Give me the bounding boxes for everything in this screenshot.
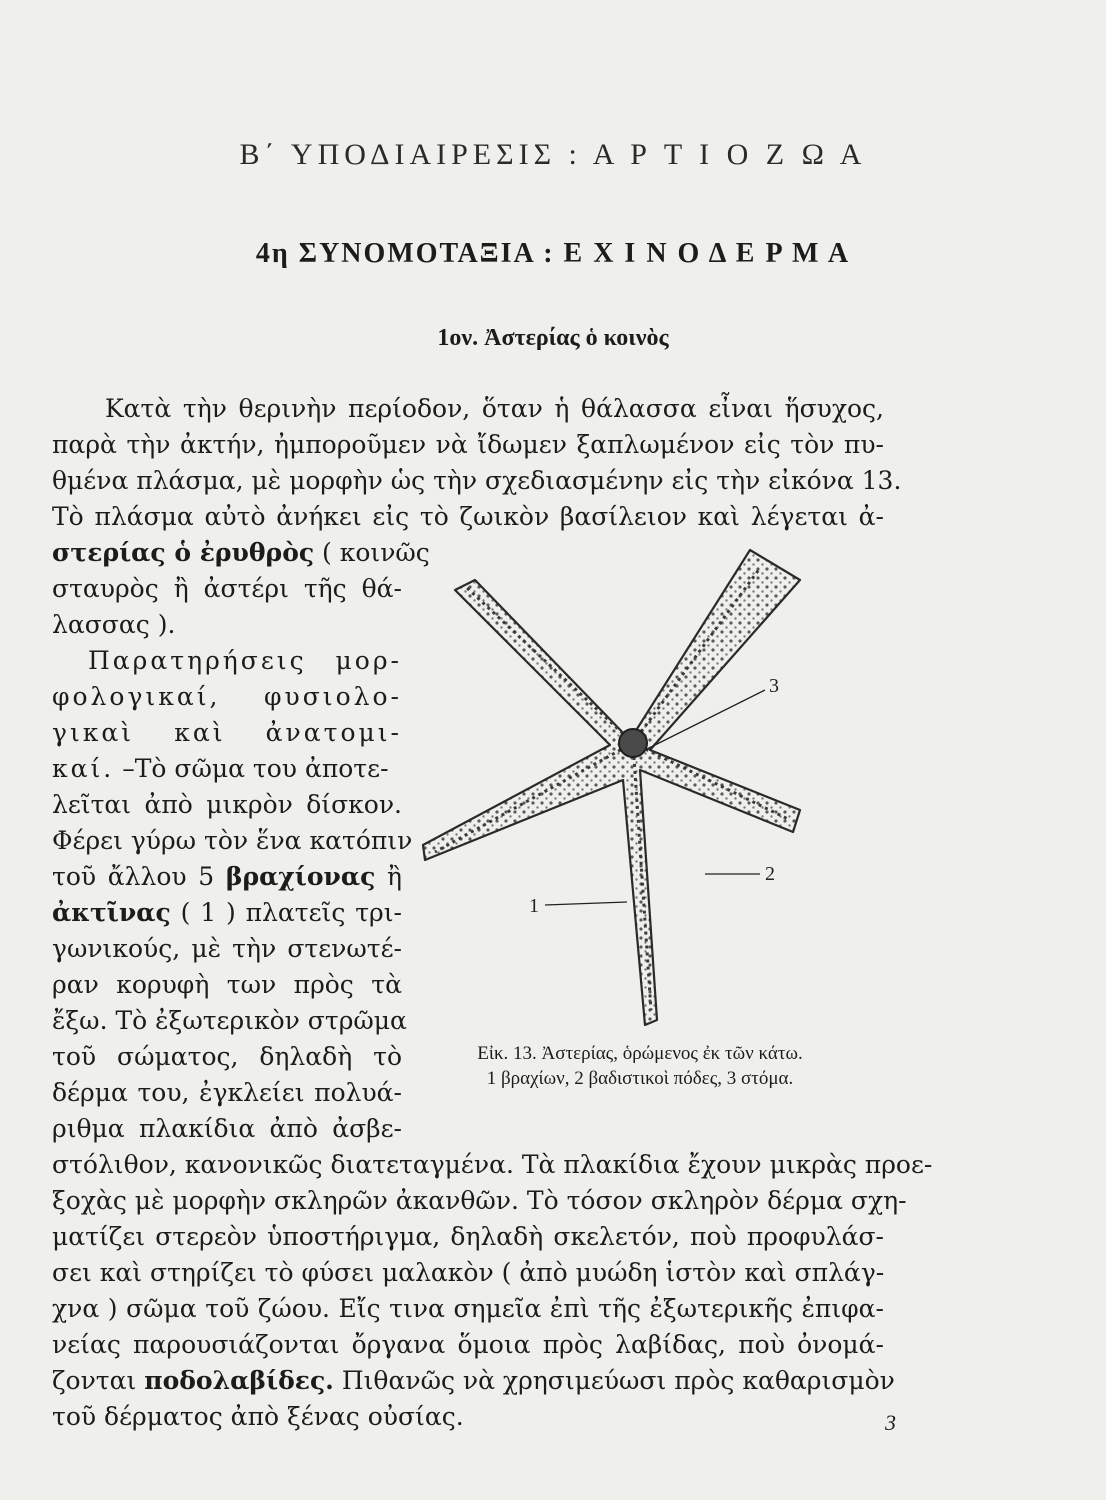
text-span: τοῦ ἄλλου 5 xyxy=(52,862,215,891)
text-line: Κατὰ τὴν θερινὴν περίοδον, ὅταν ἡ θάλασσα εἶναι ἥσυχος, xyxy=(105,394,884,423)
text-line: ματίζει στερεὸν ὑποστήριγμα, δηλαδὴ σκελετόν, ποὺ προφυλάσ- xyxy=(52,1222,884,1251)
text-line: χνα ) σῶμα τοῦ ζώου. Εἴς τινα σημεῖα ἐπὶ τῆς ἐξωτερικῆς ἐπιφα- xyxy=(52,1294,884,1323)
text-line xyxy=(52,895,402,931)
text-line: δέρμα του, ἐγκλείει πολυά- xyxy=(52,1078,402,1107)
text-line: σταυρὸς ἢ ἀστέρι τῆς θά- xyxy=(52,574,402,603)
subheading-end: καί. xyxy=(52,754,115,783)
page-number: 3 xyxy=(885,1410,896,1435)
starfish-illustration xyxy=(405,540,875,1040)
subheading-line: γικαὶ καὶ ἀνατομι- xyxy=(52,718,402,747)
text-line: τοῦ δέρματος ἀπὸ ξένας οὐσίας. xyxy=(52,1402,464,1431)
text-line: τοῦ σώματος, δηλαδὴ τὸ xyxy=(52,1042,402,1071)
text-line: Φέρει γύρω τὸν ἕνα κατόπιν xyxy=(52,826,413,855)
text-line: στόλιθον, κανονικῶς διατεταγμένα. Τὰ πλακίδια ἔχουν μικρὰς προε- xyxy=(52,1150,933,1179)
text-line: λεῖται ἀπὸ μικρὸν δίσκον. xyxy=(52,790,402,819)
text-line: γωνικούς, μὲ τὴν στενωτέ- xyxy=(52,934,402,963)
bold-term: ποδολαβίδες. xyxy=(144,1366,334,1395)
text-span: ( κοινῶς xyxy=(322,538,430,567)
figure-caption-legend: 1 βραχίων, 2 βαδιστικοὶ πόδες, 3 στόμα. xyxy=(486,1068,794,1089)
bold-term: ἀκτῖνας xyxy=(52,898,171,927)
subheading-line: φολογικαί, φυσιολο- xyxy=(52,682,402,711)
phylum-heading: 4η ΣΥΝΟΜΟΤΑΞΙΑ : Ε Χ Ι Ν Ο Δ Ε Ρ Μ Α xyxy=(255,238,851,269)
text-line: παρὰ τὴν ἀκτήν, ἠμποροῦμεν νὰ ἴδωμεν ξαπλωμένον εἰς τὸν πυ- xyxy=(52,430,884,459)
text-line: ραν κορυφὴ των πρὸς τὰ xyxy=(52,970,402,999)
text-line: ξοχὰς μὲ μορφὴν σκληρῶν ἀκανθῶν. Τὸ τόσον σκληρὸν δέρμα σχη- xyxy=(52,1186,907,1215)
text-line: ἔξω. Τὸ ἐξωτερικὸν στρῶμα xyxy=(52,1006,407,1035)
lesson-heading: 1ον. Ἀστερίας ὁ κοινὸς xyxy=(437,325,669,351)
text-line: λασσας ). xyxy=(52,610,176,639)
text-span: Πιθανῶς νὰ χρησιμεύωσι πρὸς καθαρισμὸν xyxy=(341,1366,895,1395)
text-span: ἢ xyxy=(387,862,403,891)
text-line xyxy=(52,1363,895,1399)
text-line xyxy=(52,535,430,571)
text-line: ριθμα πλακίδια ἀπὸ ἀσβε- xyxy=(52,1114,402,1143)
figure-label-2: 2 xyxy=(765,863,775,885)
text-line xyxy=(52,859,402,895)
figure-label-1: 1 xyxy=(529,895,539,917)
text-span: ( 1 ) πλατεῖς τρι- xyxy=(180,898,402,927)
section-heading: Β΄ ΥΠΟΔΙΑΙΡΕΣΙΣ : Α Ρ Τ Ι Ο Ζ Ω Α xyxy=(239,138,867,171)
starfish-body xyxy=(423,550,800,1025)
text-line: Τὸ πλάσμα αὐτὸ ἀνήκει εἰς τὸ ζωικὸν βασίλειον καὶ λέγεται ἀ- xyxy=(52,502,884,531)
text-line: θμένα πλάσμα, μὲ μορφὴν ὡς τὴν σχεδιασμένην εἰς τὴν εἰκόνα 13. xyxy=(52,466,902,495)
figure-label-3: 3 xyxy=(769,675,779,697)
figure-caption: Εἰκ. 13. Ἀστερίας, ὁρώμενος ἐκ τῶν κάτω. xyxy=(477,1043,803,1064)
text-line xyxy=(52,751,402,787)
species-name: στερίας ὁ ἐρυθρὸς xyxy=(52,538,315,567)
bold-term: βραχίονας xyxy=(225,862,376,891)
subheading-line: Παρατηρήσεις μορ- xyxy=(88,646,402,675)
text-span: –Τὸ σῶμα του ἀποτε- xyxy=(122,754,389,783)
text-span: ζονται xyxy=(52,1366,137,1395)
text-line: νείας παρουσιάζονται ὄργανα ὅμοια πρὸς λαβίδας, ποὺ ὀνομά- xyxy=(52,1330,884,1359)
text-line: σει καὶ στηρίζει τὸ φύσει μαλακὸν ( ἀπὸ μυώδη ἱστὸν καὶ σπλάγ- xyxy=(52,1258,885,1287)
